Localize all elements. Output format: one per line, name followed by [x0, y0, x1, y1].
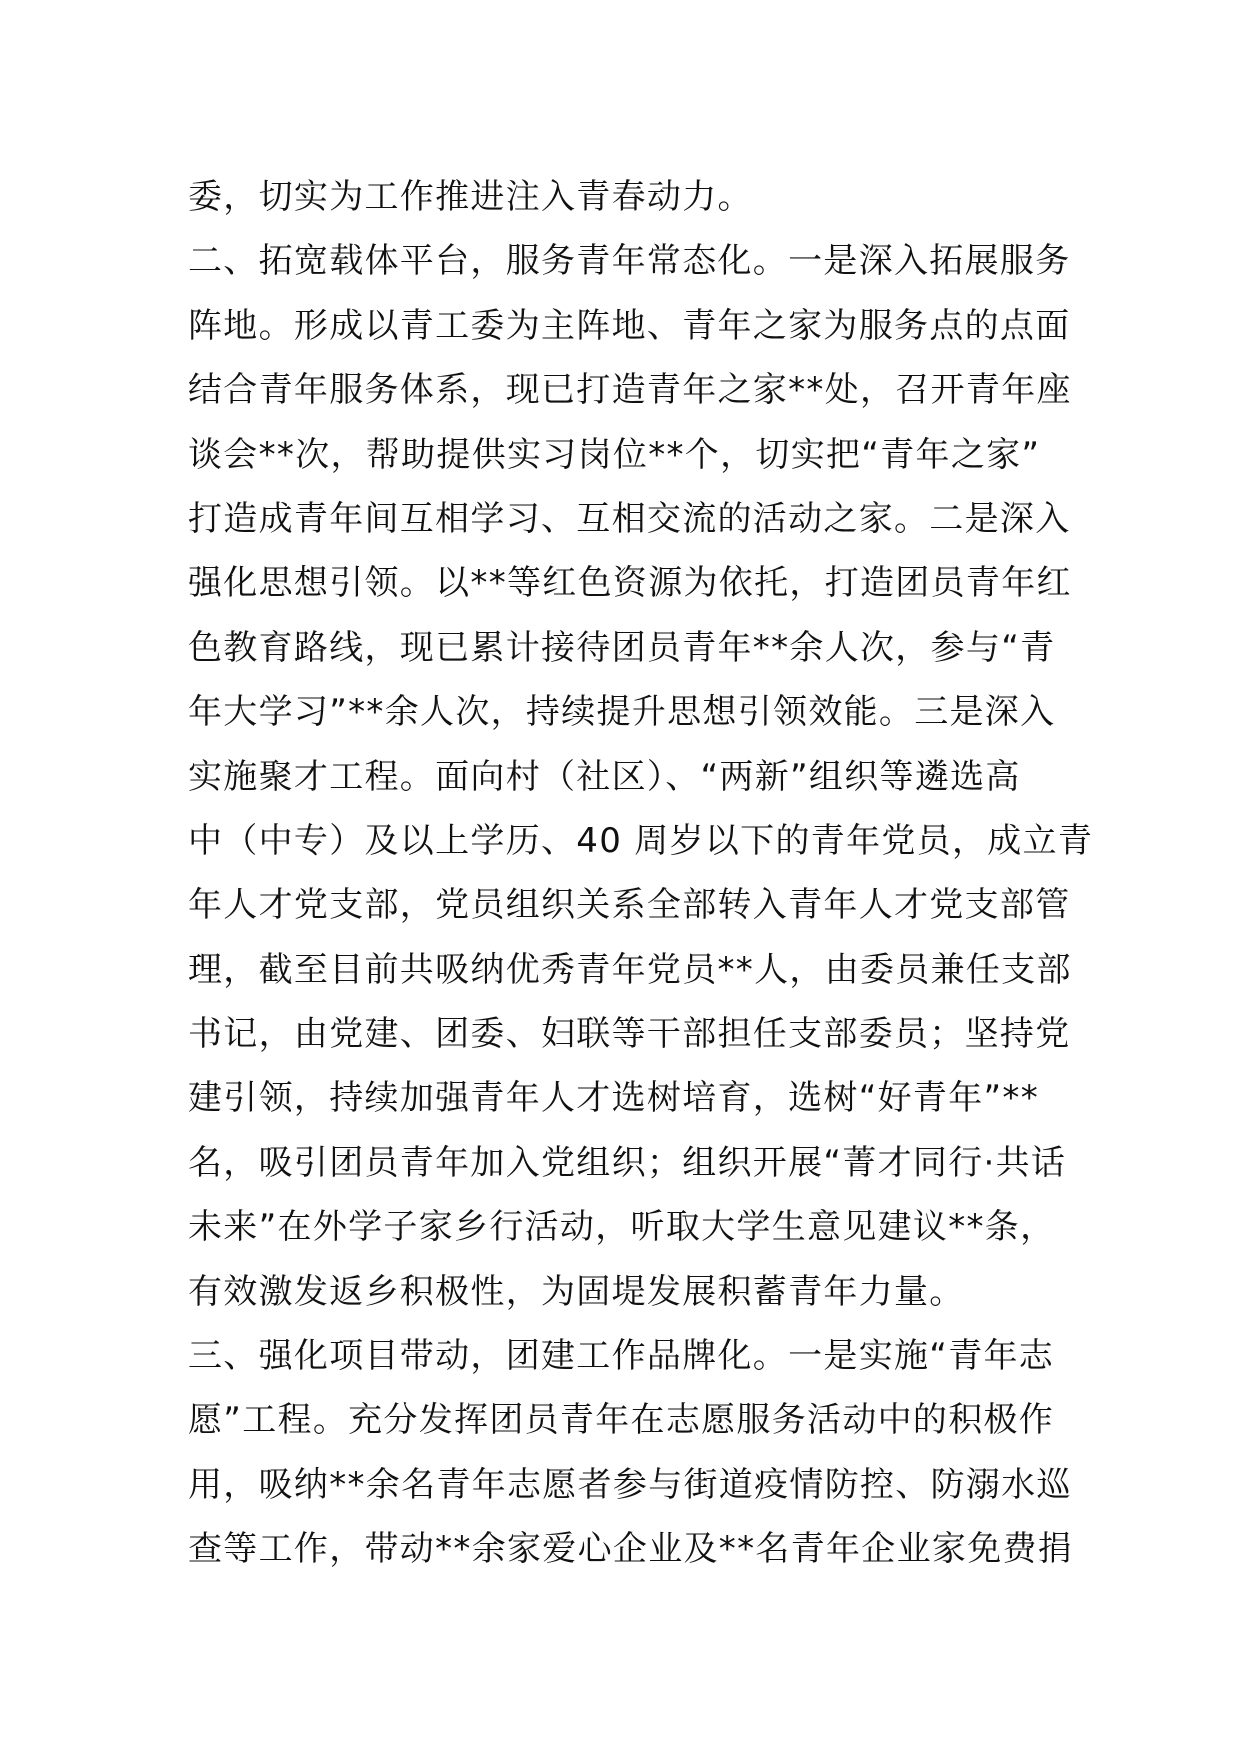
text-line: 未来”在外学子家乡行活动，听取大学生意见建议**条， — [188, 1207, 1056, 1248]
text-line: 强化思想引领。以**等红色资源为依托，打造团员青年红 — [188, 563, 1072, 604]
text-line: 书记，由党建、团委、妇联等干部担任支部委员；坚持党 — [188, 1014, 1071, 1055]
text-line: 有效激发返乡积极性，为固堤发展积蓄青年力量。 — [188, 1271, 965, 1312]
text-line: 阵地。形成以青工委为主阵地、青年之家为服务点的点面 — [188, 305, 1071, 346]
text-line: 打造成青年间互相学习、互相交流的活动之家。二是深入 — [188, 498, 1071, 539]
text-line: 谈会**次，帮助提供实习岗位**个，切实把“青年之家” — [188, 434, 1041, 475]
text-line: 名，吸引团员青年加入党组织；组织开展“菁才同行·共话 — [188, 1142, 1067, 1183]
text-line: 结合青年服务体系，现已打造青年之家**处，召开青年座 — [188, 370, 1072, 411]
text-line: 年大学习”**余人次，持续提升思想引领效能。三是深入 — [188, 692, 1056, 733]
text-line: 实施聚才工程。面向村（社区）、“两新”组织等遴选高 — [188, 756, 1021, 797]
text-line: 色教育路线，现已累计接待团员青年**余人次，参与“青 — [188, 627, 1056, 668]
text-line: 年人才党支部，党员组织关系全部转入青年人才党支部管 — [188, 885, 1071, 926]
text-line: 用，吸纳**余名青年志愿者参与街道疫情防控、防溺水巡 — [188, 1464, 1072, 1505]
text-line: 建引领，持续加强青年人才选树培育，选树“好青年”** — [188, 1078, 1040, 1119]
text-line: 三、强化项目带动，团建工作品牌化。一是实施“青年志 — [188, 1336, 1055, 1377]
text-line: 愿”工程。充分发挥团员青年在志愿服务活动中的积极作 — [188, 1400, 1055, 1441]
body-text — [188, 165, 1094, 1582]
text-line: 委，切实为工作推进注入青春动力。 — [188, 177, 753, 217]
text-line: 查等工作，带动**余家爱心企业及**名青年企业家免费捐 — [188, 1529, 1074, 1570]
text-line: 理，截至目前共吸纳优秀青年党员**人，由委员兼任支部 — [188, 949, 1072, 990]
text-line: 二、拓宽载体平台，服务青年常态化。一是深入拓展服务 — [188, 241, 1071, 282]
text-line: 中（中专）及以上学历、40 周岁以下的青年党员，成立青 — [188, 820, 1094, 861]
